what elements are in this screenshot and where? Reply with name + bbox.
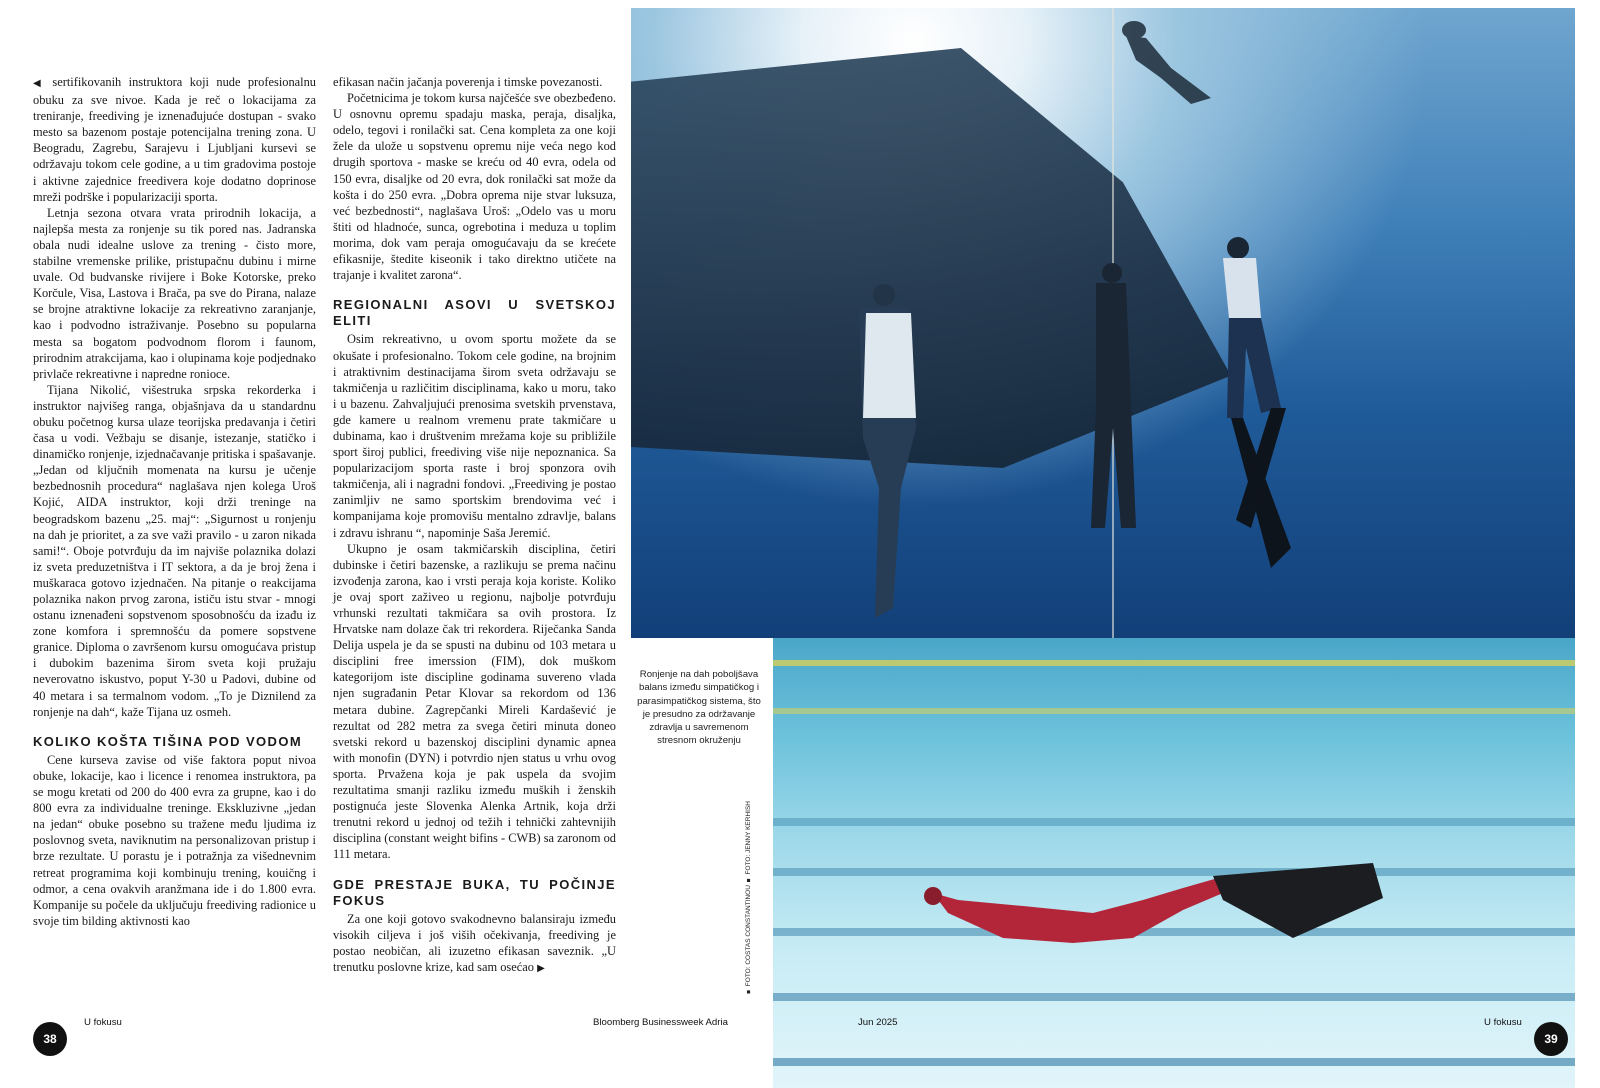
article-column-1: [33, 74, 316, 929]
paragraph: Početnicima je tokom kursa najčešće sve obezbeđeno. U osnovnu opremu spadaju maska, peraja, disaljka, odelo, tegovi i ronilački sat. Cena kompleta za one koji žele da ulože u sopstvenu opremu nije veća nego kod drugih sportova - maske se kreću od 40 evra, odela od 150 evra, disaljke od 20 evra, dok ronilački sat može da košta i do 250 evra. „Dobra oprema nije stvar luksuza, već bezbednosti“, naglašava Uroš: „Odelo vas u moru štiti od hladnoće, sunca, ogrebotina i meduza u toplim morima, dok vam peraja omogućavaju da se krećete efikasnije, štedite kiseonik i tako direktno utičete na trajanje i kvalitet zarona“.: [333, 91, 616, 283]
photo-divers-under-boat: [631, 8, 1575, 638]
diver-silhouettes: [631, 8, 1575, 638]
section-label-left: U fokusu: [84, 1017, 122, 1028]
photo-caption: Ronjenje na dah poboljšava balans između simpatičkog i parasimpatičkog sistema, što je presudno za održavanje zdravlja u savremenom stresnom okruženju: [637, 669, 761, 747]
diver-left: [859, 284, 916, 618]
section-label-right: U fokusu: [1484, 1017, 1522, 1028]
page-number-right: 39: [1534, 1022, 1568, 1056]
section-heading: REGIONALNI ASOVI U SVETSKOJ ELITI: [333, 297, 616, 329]
paragraph: efikasan način jačanja poverenja i timske povezanosti.: [333, 75, 603, 89]
continue-right-icon: ▶: [537, 962, 545, 974]
diver-center: [1091, 263, 1136, 528]
diver-right: [1223, 237, 1291, 568]
section-heading: KOLIKO KOŠTA TIŠINA POD VODOM: [33, 733, 303, 749]
paragraph: ◀ sertifikovanih instruktora koji nude profesionalnu obuku za sve nivoe. Kada je reč o lokacijama za treniranje, freediving je iznenađujuće dostupan - svako mesto sa bazenom postaje potencijalna trening zona. U Beogradu, Zagrebu, Sarajevu i Ljubljani kursevi se održavaju tokom cele godine, a u tim gradovima postoje i aktivne zajednice freedivera koje dodatno doprinose mreži podrške i popularizaciji sporta.: [33, 75, 316, 204]
publication-name: Bloomberg Businessweek Adria: [593, 1017, 728, 1028]
page-number-left: 38: [33, 1022, 67, 1056]
paragraph: Cene kurseva zavise od više faktora poput nivoa obuke, lokacije, kao i licence i renomea instruktora, pa se mogu kretati od 200 do 400 evra za grupne, kao i do 800 evra za individualne treninge. Ekskluzivne „jedan na jedan“ obuke posebno su tražene među ljudima iz poslovnog sveta, naviknutim na personalizovan pristup i brze rezultate. U porastu je i potražnja za višednevnim retreat programima koji kombinuju trening, kouičng i odmor, a cena ovakvih aranžmana ide i do 1.800 evra. Kompanije su počele da uključuju freediving radionice u svoje tim bilding aktivnosti kao: [33, 752, 316, 928]
section-heading: GDE PRESTAJE BUKA, TU POČINJE FOKUS: [333, 876, 616, 908]
paragraph: Za one koji gotovo svakodnevno balansiraju između visokih ciljeva i još viših očekivanja, freediving je postao neobičan, ali izuzetno efikasan saveznik. „U trenutku poslovne krize, kad sam osećao ▶: [333, 911, 616, 974]
paragraph: Tijana Nikolić, višestruka srpska rekorderka i instruktor najvišeg ranga, objašnjava da u standardnu obuku početnog kursa ulaze teorijska predavanja i četiri časa u vodi. Vežbaju se disanje, istezanje, statičko i dinamičko ronjenje, izjednačavanje pritiska i spašavanje. „Jedan od ključnih momenata na kursu je učenje bezbednosnih procedura“ naglašava njen kolega Uroš Kojić, AIDA instruktor, koji drži treninge na beogradskom bazenu „25. maj“: „Sigurnost u ronjenju na dah je prioritet, a za sve važi pravilo - u zaron nikada sami!“. Oboje potvrđuju da im najviše polaznika dolazi iz sveta preduzetništva i IT sektora, a da je broj žena i muškaraca gotovo izjednačen. Na pitanje o reakcijama polaznika nakon prvog zarona, ističu istu stvar - mnogi ostanu iznenađeni sopstvenom sposobnošću da izađu iz zone komfora i spremnošću da pomere sopstvene granice. Diploma o završenom kursu omogućava pristup i dubokim bazenima širom sveta koji pružaju neverovatno iskustvo, poput Y-30 u Padovi, dubine od 40 metara i sa termalnom vodom. „To je Diznilend za ronjenje na dah“, kaže Tijana uz osmeh.: [33, 382, 316, 719]
issue-date: Jun 2025: [858, 1017, 898, 1028]
diver-top: [1122, 21, 1211, 104]
paragraph: Letnja sezona otvara vrata prirodnih lokacija, a najlepša mesta za ronjenje su tik pored nas. Jadranska obala nudi idealne uslove za trening - čisto more, stabilne vremenske prilike, pristupačnu dubinu i mirne uvale. Od budvanske rivijere i Boke Kotorske, preko Korčule, Visa, Lastova i Brača, pa sve do Pirana, nalaze se brojne atraktivne lokacije za rekreativno zaranjanje, kao i podvodno istraživanje. Posebno su popularna mesta sa bogatom podvodnom florom i faunom, prirodnim atrakcijama, kao i olupinama koje podjednako privlače rekreativne i napredne ronioce.: [33, 205, 316, 381]
continue-left-icon: ◀: [33, 78, 45, 89]
article-column-2: [333, 74, 616, 977]
paragraph: Osim rekreativno, u ovom sportu možete da se okušate i profesionalno. Tokom cele godine, na brojnim i atraktivnim destinacijama širom sveta održavaju se takmičenja u različitim disciplinama, kako u moru, tako i u bazenu. Zahvaljujući prenosima svetskih prvenstava, gde kamere u realnom vremenu prate takmičare u dubinama, kao i društvenim mrežama koje su približile sport široj publici, freediving više nije nepoznanica. Sa popularizacijom sporta raste i broj sponzora ovih takmičenja, ali i nagradni fondovi. „Freediving je postao zanimljiv ne samo sportskim brendovima već i kompanijama koje promovišu mentalno zdravlje, balans i zdravu ishranu “, napominje Saša Jeremić.: [333, 332, 616, 540]
photo-credit: ■ FOTO: COSTAS CONSTANTINOU ■ FOTO: JENNY KERHISH: [745, 801, 752, 995]
paragraph: Ukupno je osam takmičarskih disciplina, četiri dubinske i četiri bazenske, a razlikuju se prema načinu izvođenja zarona, kao i vrsti peraja koja koriste. Koliko je ovaj sport zaživeo u regionu, najbolje potvrđuju vrhunski rezultati takmičara sa ovih prostora. Iz Hrvatske nam dolaze čak tri rekorderа. Riječanka Sanda Delija uspela je da se spusti na dubinu od 103 metara u disciplini free imerssion (FIM), dok muškom kategorijom iste discipline godinama suvereno vlada njen sugrađanin Petar Klovar sa rekordom od 136 metara dubine. Zagrepčanki Mireli Kardašević je rezultat od 282 metra za svega četiri minuta doneo svetski rekord u bazenskoj disciplini dynamic apnea with monofin (DYN) i potvrdio njen status u vrhu ovog sporta. Prvaženа koja je pak uspela da svojim rezultatima smanji razliku između muških i ženskih postignuća jeste Slovenka Alenka Artnik, koja drži trenutni rekord u jednoj od težih i tehnički zahtevnijih disciplina (constant weight bifins - CWB) sa zaronom od 111 metara.: [333, 541, 616, 862]
